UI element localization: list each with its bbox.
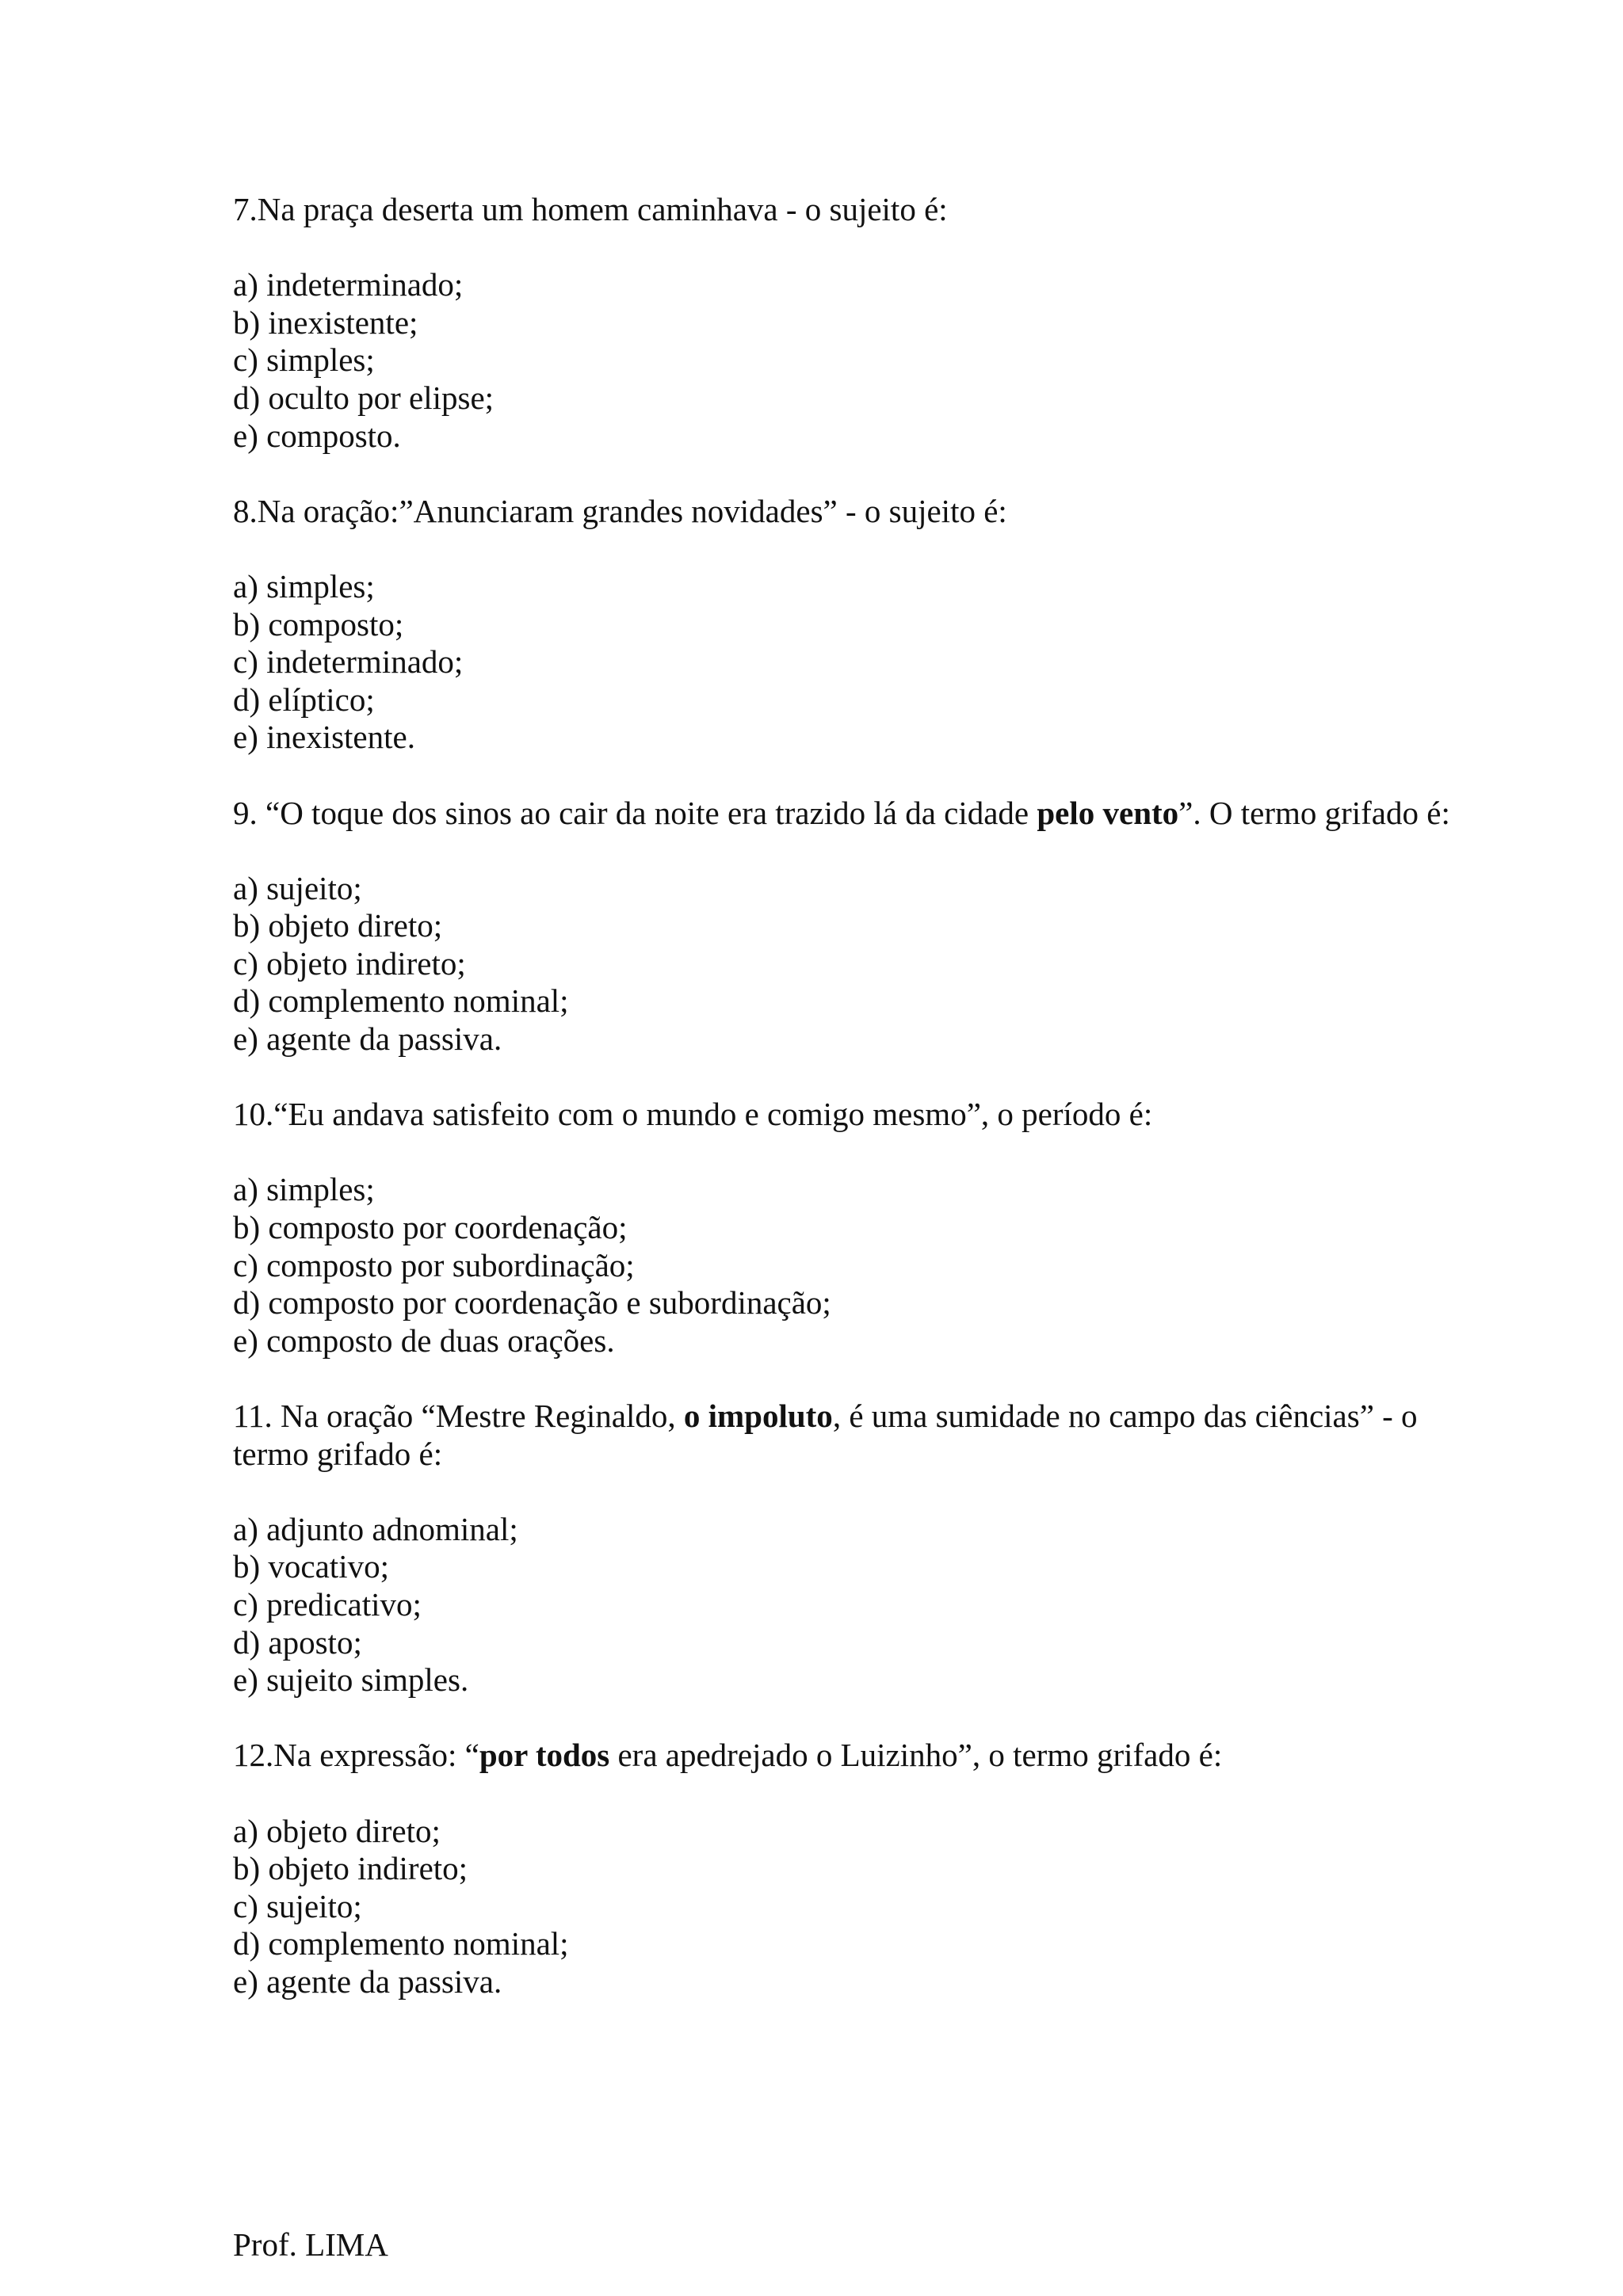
option-c: c) composto por subordinação; bbox=[233, 1246, 635, 1283]
option-e: e) agente da passiva. bbox=[233, 1962, 502, 2000]
option-d: d) aposto; bbox=[233, 1623, 362, 1661]
question-11 bbox=[233, 1398, 1469, 1699]
option-a: a) sujeito; bbox=[233, 869, 362, 906]
option-c: c) simples; bbox=[233, 341, 375, 379]
option-a: a) objeto direto; bbox=[233, 1812, 441, 1849]
question-stem: 7.Na praça deserta um homem caminhava - o sujeito é: bbox=[233, 191, 948, 227]
option-c: c) sujeito; bbox=[233, 1887, 362, 1924]
question-12 bbox=[233, 1737, 1469, 2000]
option-list bbox=[233, 266, 1469, 455]
option-b: b) vocativo; bbox=[233, 1548, 389, 1585]
option-e: e) composto. bbox=[233, 417, 401, 454]
option-list bbox=[233, 1511, 1469, 1699]
option-b: b) composto por coordenação; bbox=[233, 1209, 628, 1246]
option-b: b) objeto indireto; bbox=[233, 1850, 468, 1887]
highlighted-term: pelo vento bbox=[1037, 794, 1179, 831]
option-b: b) inexistente; bbox=[233, 303, 418, 341]
option-c: c) predicativo; bbox=[233, 1585, 422, 1623]
option-d: d) oculto por elipse; bbox=[233, 379, 495, 416]
option-b: b) composto; bbox=[233, 605, 404, 643]
highlighted-term: o impoluto bbox=[683, 1398, 833, 1434]
question-8 bbox=[233, 493, 1469, 757]
question-stem: 12.Na expressão: “por todos era apedrejado o Luizinho”, o termo grifado é: bbox=[233, 1737, 1223, 1774]
question-stem: 11. Na oração “Mestre Reginaldo, o impoluto, é uma sumidade no campo das ciências” - o termo grifado é: bbox=[233, 1398, 1418, 1472]
question-stem: 9. “O toque dos sinos ao cair da noite era trazido lá da cidade pelo vento”. O termo grifado é: bbox=[233, 794, 1450, 831]
option-a: a) indeterminado; bbox=[233, 266, 464, 303]
option-list bbox=[233, 1813, 1469, 2001]
option-e: e) inexistente. bbox=[233, 719, 415, 756]
question-9 bbox=[233, 795, 1469, 1058]
option-e: e) sujeito simples. bbox=[233, 1661, 469, 1699]
option-a: a) simples; bbox=[233, 567, 375, 605]
question-stem: 10.“Eu andava satisfeito com o mundo e comigo mesmo”, o período é: bbox=[233, 1096, 1153, 1133]
option-d: d) elíptico; bbox=[233, 681, 375, 718]
option-d: d) complemento nominal; bbox=[233, 1925, 569, 1962]
option-e: e) agente da passiva. bbox=[233, 1020, 502, 1058]
option-a: a) simples; bbox=[233, 1171, 375, 1208]
footer-author: Prof. LIMA bbox=[233, 2226, 388, 2263]
question-7 bbox=[233, 191, 1469, 455]
option-d: d) composto por coordenação e subordinação; bbox=[233, 1284, 831, 1322]
option-list bbox=[233, 568, 1469, 757]
option-list bbox=[233, 870, 1469, 1058]
option-a: a) adjunto adnominal; bbox=[233, 1510, 518, 1547]
question-list bbox=[233, 191, 1469, 2039]
option-e: e) composto de duas orações. bbox=[233, 1322, 615, 1359]
option-d: d) complemento nominal; bbox=[233, 982, 569, 1020]
option-list bbox=[233, 1171, 1469, 1360]
option-c: c) objeto indireto; bbox=[233, 944, 466, 982]
question-10 bbox=[233, 1096, 1469, 1360]
question-stem: 8.Na oração:”Anunciaram grandes novidades” - o sujeito é: bbox=[233, 492, 1007, 529]
option-c: c) indeterminado; bbox=[233, 643, 464, 681]
highlighted-term: por todos bbox=[479, 1737, 610, 1774]
option-b: b) objeto direto; bbox=[233, 907, 443, 944]
